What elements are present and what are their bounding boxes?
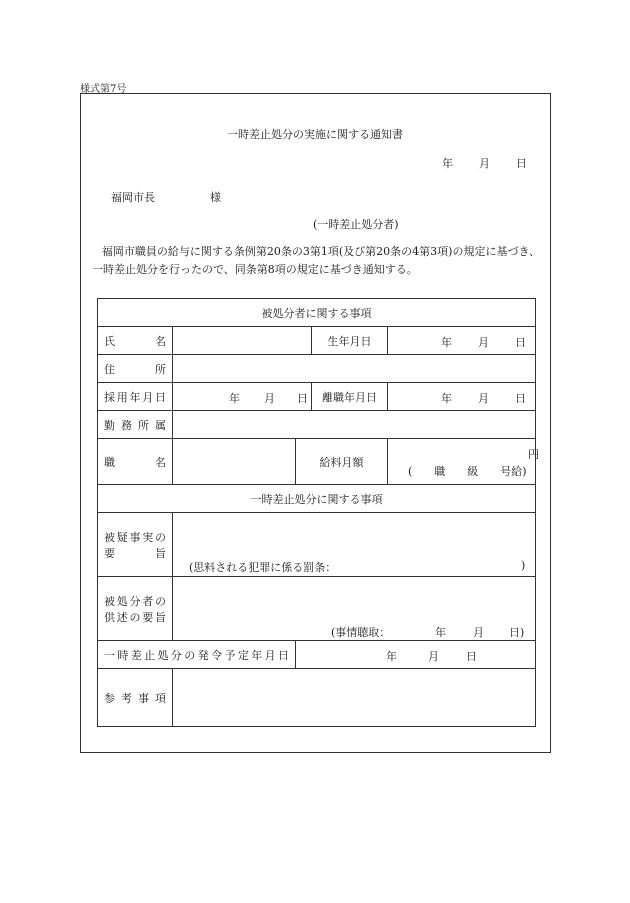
retire-date-value[interactable]: 年 月 日 xyxy=(388,383,536,411)
form-table xyxy=(97,298,539,727)
birth-label: 生年月日 xyxy=(312,327,388,355)
statement-value[interactable]: (事情聴取： 年 月 日) xyxy=(173,577,536,641)
name-value[interactable] xyxy=(173,327,312,355)
section1-header: 被処分者に関する事項 xyxy=(98,299,536,327)
penalty-note: (思料される犯罪に係る罰条： xyxy=(189,561,337,574)
date-day: 日 xyxy=(516,157,527,170)
addressee: 福岡市長 様 xyxy=(111,191,221,204)
facts-label: 被疑事実の 要 旨 xyxy=(98,513,173,577)
retire-date-label: 離職年月日 xyxy=(312,383,388,411)
hearing-note: (事情聴取： xyxy=(331,626,391,639)
document-title: 一時差止処分の実施に関する通知書 xyxy=(227,128,403,141)
body-text: 福岡市職員の給与に関する条例第20条の3第1項(及び第20条の4第3項)の規定に基づき、一時差止処分を行ったので、同条第8項の規定に基づき通知する。 xyxy=(92,245,541,276)
workplace-label: 勤務所属 xyxy=(98,411,173,439)
date-year: 年 xyxy=(442,157,453,170)
sender-role: (一時差止処分者) xyxy=(313,218,399,231)
issue-date-value[interactable]: 年 月 日 xyxy=(296,641,536,669)
remarks-label: 参考事項 xyxy=(98,669,173,727)
date-month: 月 xyxy=(479,157,490,170)
name-label: 氏 名 xyxy=(98,327,173,355)
birth-value[interactable]: 年 月 日 xyxy=(388,327,536,355)
position-label: 職 名 xyxy=(98,439,173,485)
workplace-value[interactable] xyxy=(173,411,536,439)
issue-date-label: 一時差止処分の発令予定年月日 xyxy=(98,641,296,669)
hire-date-value[interactable]: 年 月 日 xyxy=(173,383,312,411)
hire-date-label: 採用年月日 xyxy=(98,383,173,411)
remarks-value[interactable] xyxy=(173,669,536,727)
issue-date xyxy=(442,155,527,171)
statement-label: 被処分者の 供述の要旨 xyxy=(98,577,173,641)
salary-label: 給料月額 xyxy=(296,439,388,485)
salary-value[interactable]: 円 ( 職 級 号給) xyxy=(388,439,536,485)
position-value[interactable] xyxy=(173,439,296,485)
form-number: 様式第7号 xyxy=(80,84,127,95)
address-label: 住 所 xyxy=(98,355,173,383)
facts-value[interactable]: (思料される犯罪に係る罰条： ) xyxy=(173,513,536,577)
address-value[interactable] xyxy=(173,355,536,383)
section2-header: 一時差止処分に関する事項 xyxy=(98,485,536,513)
